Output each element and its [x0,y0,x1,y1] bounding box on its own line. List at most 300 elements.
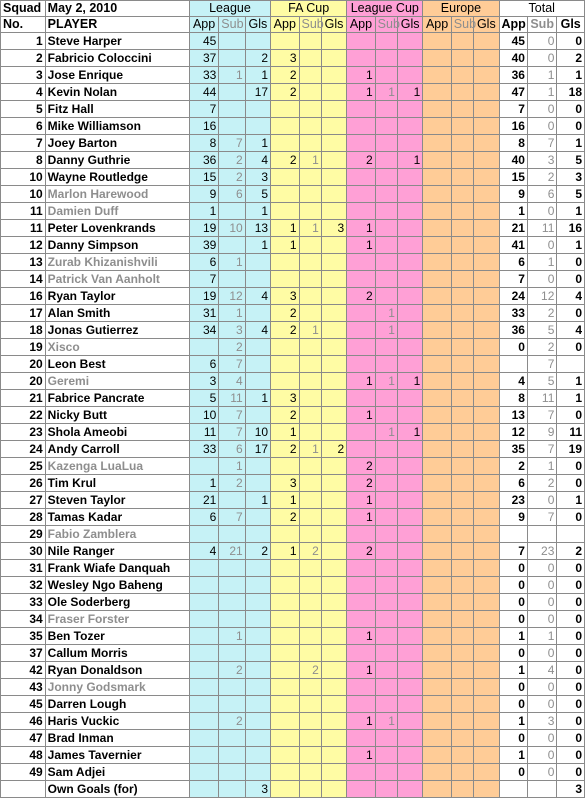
total-app-cell: 9 [499,186,527,203]
fa-cup-sub-cell [299,407,321,424]
league-gls-cell [245,271,270,288]
player-name: Wesley Ngo Baheng [45,577,189,594]
europe-gls-cell [474,203,499,220]
league-cup-gls-cell [397,339,422,356]
league-cup-gls-cell [397,33,422,50]
fa-cup-app-cell: 3 [271,50,299,67]
europe-app-cell [423,662,451,679]
total-sub-cell: 0 [527,492,556,509]
player-row [1,458,585,475]
europe-gls-header: Gls [474,17,499,33]
squad-number: 32 [1,577,46,594]
total-sub-cell: 0 [527,101,556,118]
europe-sub-cell [451,645,473,662]
squad-number: 14 [1,271,46,288]
fa-cup-app-cell [271,203,299,220]
europe-gls-cell [474,373,499,390]
header-row-groups [1,1,585,17]
player-name: Kevin Nolan [45,84,189,101]
player-row [1,135,585,152]
total-sub-cell: 9 [527,424,556,441]
total-app-cell: 41 [499,237,527,254]
league-app-cell: 1 [189,475,218,492]
total-gls-cell: 0 [557,475,585,492]
fa-cup-app-cell [271,764,299,781]
league-cup-sub-cell [375,339,397,356]
league-sub-cell [219,781,245,798]
player-name: Xisco [45,339,189,356]
squad-number: 1 [1,33,46,50]
europe-app-cell [423,424,451,441]
europe-gls-cell [474,594,499,611]
total-gls-cell: 0 [557,696,585,713]
fa-cup-app-cell [271,33,299,50]
total-sub-cell: 0 [527,730,556,747]
fa-cup-sub-cell [299,713,321,730]
league-sub-cell [219,645,245,662]
europe-sub-cell [451,322,473,339]
squad-number: 46 [1,713,46,730]
league-cup-gls-cell: 1 [397,152,422,169]
total-sub-cell: 7 [527,135,556,152]
squad-number: 16 [1,288,46,305]
player-row [1,152,585,169]
league-app-cell: 10 [189,407,218,424]
total-sub-cell: 11 [527,390,556,407]
league-cup-gls-cell [397,458,422,475]
fa-cup-sub-cell [299,679,321,696]
total-sub-cell: 4 [527,662,556,679]
league-sub-cell [219,560,245,577]
league-cup-gls-header: Gls [397,17,422,33]
league-cup-app-cell [347,390,375,407]
total-gls-cell: 3 [557,781,585,798]
total-app-cell: 16 [499,118,527,135]
fa-cup-gls-cell [321,628,346,645]
player-name: Alan Smith [45,305,189,322]
fa-cup-app-cell [271,594,299,611]
player-name: Damien Duff [45,203,189,220]
europe-app-cell [423,679,451,696]
player-name: Jonny Godsmark [45,679,189,696]
europe-app-cell [423,271,451,288]
total-sub-header: Sub [527,17,556,33]
league-cup-sub-cell [375,526,397,543]
fa-cup-gls-cell [321,84,346,101]
league-cup-sub-cell [375,186,397,203]
player-name: Danny Guthrie [45,152,189,169]
europe-sub-cell [451,339,473,356]
league-cup-app-cell: 1 [347,662,375,679]
total-gls-cell: 1 [557,492,585,509]
player-row [1,577,585,594]
fa-cup-sub-cell [299,560,321,577]
league-gls-cell: 1 [245,203,270,220]
league-cup-app-cell: 1 [347,509,375,526]
europe-app-cell [423,492,451,509]
total-gls-cell: 5 [557,152,585,169]
player-name: Ole Soderberg [45,594,189,611]
player-name: Peter Lovenkrands [45,220,189,237]
player-row [1,611,585,628]
squad-number: 6 [1,118,46,135]
player-row [1,271,585,288]
total-sub-cell: 1 [527,84,556,101]
europe-gls-cell [474,220,499,237]
fa-cup-app-cell [271,662,299,679]
europe-app-cell [423,67,451,84]
league-gls-cell [245,33,270,50]
fa-cup-sub-cell [299,169,321,186]
league-cup-gls-cell [397,322,422,339]
fa-cup-app-cell: 1 [271,424,299,441]
fa-cup-sub-cell [299,458,321,475]
total-gls-cell: 0 [557,713,585,730]
europe-sub-cell [451,628,473,645]
europe-app-cell [423,135,451,152]
fa-cup-gls-cell [321,135,346,152]
total-sub-cell: 7 [527,441,556,458]
total-gls-header: Gls [557,17,585,33]
league-cup-sub-cell [375,764,397,781]
total-sub-cell: 0 [527,679,556,696]
league-app-cell [189,662,218,679]
player-row [1,628,585,645]
league-gls-cell [245,713,270,730]
player-name: Fraser Forster [45,611,189,628]
europe-sub-cell [451,747,473,764]
fa-cup-sub-cell [299,373,321,390]
league-cup-gls-cell [397,203,422,220]
total-gls-cell: 1 [557,135,585,152]
fa-cup-sub-cell [299,237,321,254]
total-app-cell: 24 [499,288,527,305]
league-sub-cell [219,747,245,764]
squad-number: 23 [1,424,46,441]
fa-cup-sub-cell [299,577,321,594]
player-name: Joey Barton [45,135,189,152]
league-cup-app-cell: 2 [347,475,375,492]
league-sub-cell: 7 [219,509,245,526]
squad-number: 19 [1,339,46,356]
league-app-cell: 6 [189,356,218,373]
league-sub-cell [219,696,245,713]
league-sub-cell: 2 [219,662,245,679]
total-sub-cell: 0 [527,50,556,67]
league-app-cell [189,730,218,747]
fa-cup-sub-cell [299,356,321,373]
league-cup-app-cell [347,101,375,118]
total-app-cell [499,781,527,798]
player-name: Shola Ameobi [45,424,189,441]
league-cup-app-cell [347,254,375,271]
league-app-cell: 33 [189,441,218,458]
fa-cup-gls-cell [321,713,346,730]
total-app-cell: 36 [499,322,527,339]
europe-app-cell [423,526,451,543]
europe-gls-cell [474,186,499,203]
league-cup-gls-cell [397,543,422,560]
squad-number: 43 [1,679,46,696]
total-sub-cell: 2 [527,305,556,322]
player-row [1,288,585,305]
fa-cup-app-cell: 2 [271,67,299,84]
total-app-cell: 7 [499,271,527,288]
total-app-cell: 33 [499,305,527,322]
league-cup-gls-cell [397,118,422,135]
player-name: Mike Williamson [45,118,189,135]
player-name: Fabricio Coloccini [45,50,189,67]
total-app-cell: 23 [499,492,527,509]
league-cup-sub-cell [375,543,397,560]
player-rows [1,33,585,798]
fa-cup-gls-cell [321,764,346,781]
fa-cup-app-cell [271,628,299,645]
league-gls-cell [245,339,270,356]
league-cup-gls-cell [397,186,422,203]
squad-number: 30 [1,543,46,560]
league-gls-cell: 1 [245,67,270,84]
player-row [1,339,585,356]
total-gls-cell: 1 [557,67,585,84]
europe-app-cell [423,611,451,628]
league-cup-sub-cell [375,696,397,713]
total-gls-cell: 18 [557,84,585,101]
fa-cup-app-cell: 1 [271,237,299,254]
total-sub-cell: 2 [527,475,556,492]
europe-gls-cell [474,390,499,407]
total-sub-cell: 1 [527,254,556,271]
player-name: Jonas Gutierrez [45,322,189,339]
fa-cup-gls-cell [321,305,346,322]
league-cup-gls-cell [397,220,422,237]
europe-sub-cell [451,271,473,288]
total-app-cell: 8 [499,390,527,407]
player-row [1,118,585,135]
league-sub-cell [219,237,245,254]
league-cup-sub-cell [375,254,397,271]
league-gls-cell [245,764,270,781]
league-cup-sub-cell [375,271,397,288]
squad-number: 29 [1,526,46,543]
total-sub-cell: 0 [527,577,556,594]
league-cup-gls-cell [397,645,422,662]
league-cup-gls-cell [397,390,422,407]
total-app-cell: 40 [499,50,527,67]
league-sub-cell [219,526,245,543]
total-app-cell: 0 [499,730,527,747]
fa-cup-gls-cell [321,339,346,356]
total-gls-cell: 0 [557,628,585,645]
fa-cup-sub-cell [299,594,321,611]
europe-app-cell [423,322,451,339]
league-cup-app-cell [347,696,375,713]
league-cup-sub-cell [375,594,397,611]
total-gls-cell: 0 [557,747,585,764]
europe-sub-cell [451,713,473,730]
total-app-cell: 0 [499,764,527,781]
total-gls-cell: 0 [557,509,585,526]
total-gls-cell: 0 [557,679,585,696]
total-app-header: App [499,17,527,33]
league-gls-cell [245,118,270,135]
europe-gls-cell [474,679,499,696]
europe-app-cell [423,696,451,713]
league-cup-gls-cell [397,254,422,271]
total-gls-cell: 2 [557,50,585,67]
fa-cup-app-cell [271,781,299,798]
player-row [1,237,585,254]
total-gls-cell [557,356,585,373]
europe-app-cell [423,288,451,305]
league-cup-sub-cell [375,662,397,679]
league-cup-app-cell [347,611,375,628]
total-gls-cell: 0 [557,101,585,118]
player-name: Leon Best [45,356,189,373]
fa-cup-app-cell [271,458,299,475]
league-cup-app-cell [347,560,375,577]
fa-cup-app-cell [271,186,299,203]
europe-app-cell [423,577,451,594]
fa-cup-gls-cell [321,50,346,67]
league-gls-cell [245,526,270,543]
league-app-cell: 34 [189,322,218,339]
fa-cup-sub-cell [299,509,321,526]
player-row [1,407,585,424]
league-sub-cell: 21 [219,543,245,560]
league-sub-cell: 2 [219,713,245,730]
total-sub-cell: 7 [527,509,556,526]
europe-app-cell [423,118,451,135]
league-cup-gls-cell [397,679,422,696]
europe-gls-cell [474,254,499,271]
league-cup-sub-cell [375,441,397,458]
league-app-cell [189,679,218,696]
player-name: Nicky Butt [45,407,189,424]
europe-sub-cell [451,33,473,50]
league-cup-app-header: App [347,17,375,33]
league-gls-cell: 13 [245,220,270,237]
league-group-header: League [189,1,270,17]
player-row [1,101,585,118]
total-sub-cell: 0 [527,271,556,288]
europe-sub-header: Sub [451,17,473,33]
league-gls-cell: 1 [245,237,270,254]
league-cup-app-cell [347,169,375,186]
league-cup-app-cell [347,356,375,373]
player-name: Ryan Donaldson [45,662,189,679]
total-gls-cell: 0 [557,339,585,356]
league-cup-app-cell: 2 [347,288,375,305]
league-cup-sub-cell [375,390,397,407]
total-sub-cell: 7 [527,407,556,424]
total-gls-cell: 0 [557,305,585,322]
europe-app-cell [423,339,451,356]
player-row [1,186,585,203]
fa-cup-gls-cell [321,594,346,611]
league-sub-cell: 10 [219,220,245,237]
europe-sub-cell [451,390,473,407]
squad-number: 2 [1,50,46,67]
fa-cup-app-cell: 1 [271,492,299,509]
player-name: Andy Carroll [45,441,189,458]
europe-app-cell [423,33,451,50]
fa-cup-app-cell [271,713,299,730]
squad-number: 22 [1,407,46,424]
player-name: Steven Taylor [45,492,189,509]
fa-cup-gls-cell [321,152,346,169]
europe-app-cell [423,373,451,390]
europe-gls-cell [474,152,499,169]
league-cup-sub-cell [375,203,397,220]
league-cup-app-cell: 1 [347,237,375,254]
europe-sub-cell [451,118,473,135]
player-name: Callum Morris [45,645,189,662]
europe-app-cell [423,101,451,118]
league-sub-cell: 2 [219,152,245,169]
player-row [1,50,585,67]
fa-cup-gls-cell [321,509,346,526]
fa-cup-app-cell: 2 [271,305,299,322]
league-gls-cell [245,305,270,322]
fa-cup-gls-cell [321,254,346,271]
no-label: No. [1,17,46,33]
fa-cup-app-cell [271,526,299,543]
total-group-header: Total [499,1,584,17]
league-cup-app-cell: 1 [347,747,375,764]
league-cup-gls-cell [397,781,422,798]
total-gls-cell: 0 [557,730,585,747]
league-app-cell: 21 [189,492,218,509]
europe-app-cell [423,645,451,662]
total-sub-cell [527,526,556,543]
fa-cup-gls-cell [321,492,346,509]
europe-gls-cell [474,424,499,441]
league-app-cell: 39 [189,237,218,254]
total-app-cell: 7 [499,101,527,118]
league-app-header: App [189,17,218,33]
player-row [1,84,585,101]
league-cup-sub-cell [375,781,397,798]
league-cup-gls-cell [397,101,422,118]
player-row [1,713,585,730]
league-cup-sub-cell [375,747,397,764]
fa-cup-sub-cell [299,254,321,271]
total-gls-cell: 0 [557,645,585,662]
total-app-cell: 0 [499,560,527,577]
league-sub-header: Sub [219,17,245,33]
league-cup-app-cell [347,526,375,543]
player-row [1,67,585,84]
fa-cup-gls-cell [321,118,346,135]
squad-number: 34 [1,611,46,628]
europe-app-cell [423,254,451,271]
fa-cup-gls-cell [321,288,346,305]
total-gls-cell: 19 [557,441,585,458]
player-name: Kazenga LuaLua [45,458,189,475]
league-cup-gls-cell: 1 [397,373,422,390]
squad-number: 18 [1,322,46,339]
fa-cup-app-cell [271,118,299,135]
europe-sub-cell [451,611,473,628]
fa-cup-sub-cell [299,645,321,662]
player-name: Jose Enrique [45,67,189,84]
total-gls-cell: 4 [557,322,585,339]
total-sub-cell: 3 [527,713,556,730]
europe-sub-cell [451,781,473,798]
total-gls-cell: 1 [557,373,585,390]
league-sub-cell [219,118,245,135]
